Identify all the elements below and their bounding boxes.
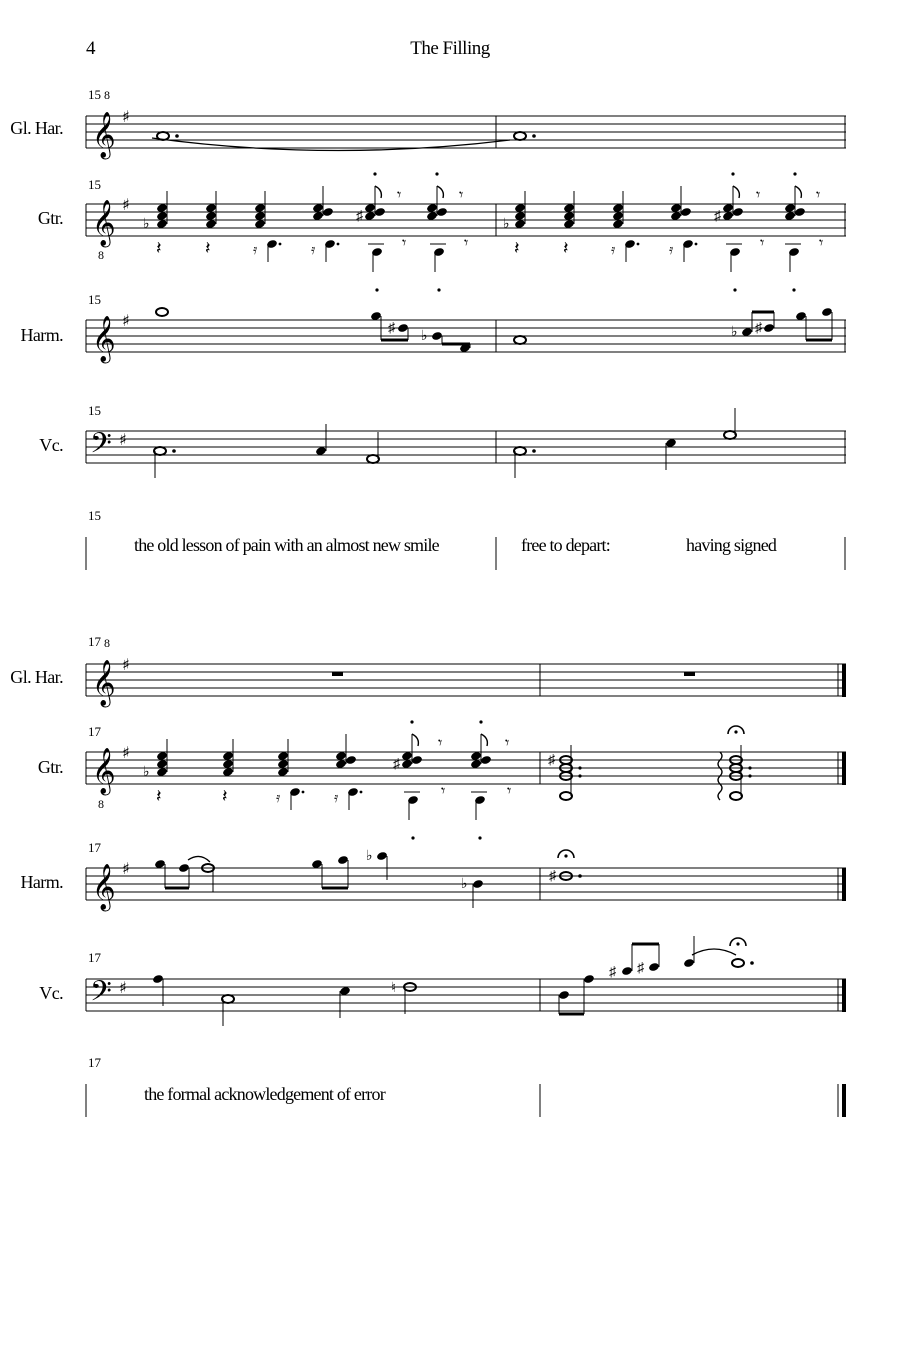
page-number: 4 bbox=[86, 38, 96, 59]
svg-text:𝄾: 𝄾 bbox=[438, 735, 443, 752]
guitar-chords-m18 bbox=[548, 726, 752, 800]
bass-clef-icon: 𝄢 bbox=[90, 427, 112, 467]
treble-clef-icon: 𝄞 bbox=[92, 316, 116, 362]
svg-text:𝄽: 𝄽 bbox=[156, 238, 162, 258]
lyric-line: free to depart: bbox=[521, 535, 610, 555]
staff-violoncello bbox=[86, 431, 846, 463]
measure-number: 17 bbox=[88, 724, 101, 739]
svg-text:♯: ♯ bbox=[549, 869, 556, 884]
svg-text:𝄽: 𝄽 bbox=[222, 786, 228, 806]
harmonium-notes bbox=[154, 849, 582, 908]
svg-text:𝄾: 𝄾 bbox=[464, 235, 469, 252]
svg-text:♭: ♭ bbox=[461, 877, 468, 892]
svg-text:𝄽: 𝄽 bbox=[563, 238, 569, 258]
svg-text:♯: ♯ bbox=[609, 965, 616, 980]
svg-text:𝄽: 𝄽 bbox=[156, 786, 162, 806]
harmonium-notes bbox=[156, 307, 833, 353]
measure-number: 17 bbox=[88, 1055, 101, 1070]
measure-number: 15 bbox=[88, 87, 101, 102]
measure-number: 15 bbox=[88, 292, 101, 307]
sharp-icon: ♯ bbox=[122, 859, 130, 878]
octave-mark: 8 bbox=[98, 797, 104, 811]
measure-number: 15 bbox=[88, 403, 101, 418]
svg-text:♮: ♮ bbox=[391, 981, 397, 996]
svg-text:♯: ♯ bbox=[714, 209, 721, 224]
octave-mark: 8 bbox=[104, 636, 110, 650]
measure-number: 15 bbox=[88, 508, 101, 523]
svg-text:♭: ♭ bbox=[366, 849, 373, 864]
octave-mark: 8 bbox=[98, 248, 104, 262]
whole-rest bbox=[332, 672, 343, 676]
system-2 bbox=[86, 655, 846, 1117]
svg-text:♯: ♯ bbox=[548, 753, 555, 768]
guitar-chords-m15 bbox=[143, 172, 468, 291]
sharp-icon: ♯ bbox=[122, 743, 130, 762]
svg-text:𝄾: 𝄾 bbox=[441, 783, 446, 800]
measure-number: 17 bbox=[88, 840, 101, 855]
svg-text:♯: ♯ bbox=[637, 961, 644, 976]
instrument-label-glass-harmonica: Gl. Har. bbox=[10, 118, 63, 138]
svg-text:𝄾: 𝄾 bbox=[505, 735, 510, 752]
svg-text:♯: ♯ bbox=[356, 209, 363, 224]
sharp-icon: ♯ bbox=[122, 655, 130, 674]
svg-text:𝄿: 𝄿 bbox=[611, 243, 616, 258]
guitar-chords-m16 bbox=[503, 172, 823, 291]
svg-text:𝄿: 𝄿 bbox=[276, 791, 281, 806]
svg-text:♭: ♭ bbox=[503, 217, 510, 232]
treble-clef-icon: 𝄞 bbox=[92, 660, 116, 706]
svg-text:𝄿: 𝄿 bbox=[253, 243, 258, 258]
measure-number: 17 bbox=[88, 950, 101, 965]
instrument-label-violoncello: Vc. bbox=[39, 435, 63, 455]
svg-text:♭: ♭ bbox=[731, 325, 738, 340]
svg-text:𝄾: 𝄾 bbox=[756, 187, 761, 204]
page-title: The Filling bbox=[410, 38, 490, 59]
svg-text:♭: ♭ bbox=[143, 765, 150, 780]
lyric-line: the formal acknowledgement of error bbox=[144, 1084, 385, 1104]
svg-text:♭: ♭ bbox=[421, 329, 428, 344]
sharp-icon: ♯ bbox=[119, 430, 127, 449]
svg-text:𝄽: 𝄽 bbox=[205, 238, 211, 258]
svg-text:♭: ♭ bbox=[143, 217, 150, 232]
measure-number: 15 bbox=[88, 177, 101, 192]
svg-text:𝄾: 𝄾 bbox=[819, 235, 824, 252]
sharp-icon: ♯ bbox=[122, 311, 130, 330]
bass-clef-icon: 𝄢 bbox=[90, 975, 112, 1015]
svg-text:♯: ♯ bbox=[755, 321, 762, 336]
svg-text:𝄿: 𝄿 bbox=[334, 791, 339, 806]
svg-text:𝄿: 𝄿 bbox=[311, 243, 316, 258]
svg-text:𝄾: 𝄾 bbox=[397, 187, 402, 204]
system-1 bbox=[86, 107, 846, 570]
svg-text:𝄾: 𝄾 bbox=[402, 235, 407, 252]
svg-text:♯: ♯ bbox=[388, 321, 395, 336]
measure-number: 17 bbox=[88, 634, 101, 649]
instrument-label-violoncello: Vc. bbox=[39, 983, 63, 1003]
svg-text:𝄾: 𝄾 bbox=[507, 783, 512, 800]
sharp-icon: ♯ bbox=[119, 978, 127, 997]
treble-clef-icon: 𝄞 bbox=[92, 112, 116, 158]
instrument-label-guitar: Gtr. bbox=[37, 208, 63, 228]
treble-clef-icon: 𝄞 bbox=[92, 864, 116, 910]
instrument-label-harmonium: Harm. bbox=[20, 325, 63, 345]
sharp-icon: ♯ bbox=[122, 195, 130, 214]
violoncello-notes bbox=[152, 936, 754, 1026]
sharp-icon: ♯ bbox=[122, 107, 130, 126]
svg-text:𝄾: 𝄾 bbox=[816, 187, 821, 204]
svg-text:𝄾: 𝄾 bbox=[459, 187, 464, 204]
staff-glass-harmonica bbox=[86, 664, 846, 696]
octave-mark: 8 bbox=[104, 88, 110, 102]
guitar-chords-m17 bbox=[143, 720, 511, 839]
instrument-label-glass-harmonica: Gl. Har. bbox=[10, 667, 63, 687]
lyric-line: the old lesson of pain with an almost new smile bbox=[134, 535, 439, 555]
lyric-line: having signed bbox=[686, 535, 777, 555]
svg-text:♯: ♯ bbox=[393, 757, 400, 772]
svg-text:𝄾: 𝄾 bbox=[760, 235, 765, 252]
treble-clef-icon: 𝄞 bbox=[92, 748, 116, 794]
svg-text:𝄽: 𝄽 bbox=[514, 238, 520, 258]
instrument-label-harmonium: Harm. bbox=[20, 872, 63, 892]
whole-rest bbox=[684, 672, 695, 676]
svg-text:𝄿: 𝄿 bbox=[669, 243, 674, 258]
violoncello-notes bbox=[154, 408, 736, 478]
instrument-label-guitar: Gtr. bbox=[37, 757, 63, 777]
treble-clef-icon: 𝄞 bbox=[92, 200, 116, 246]
staff-violoncello bbox=[86, 979, 846, 1011]
